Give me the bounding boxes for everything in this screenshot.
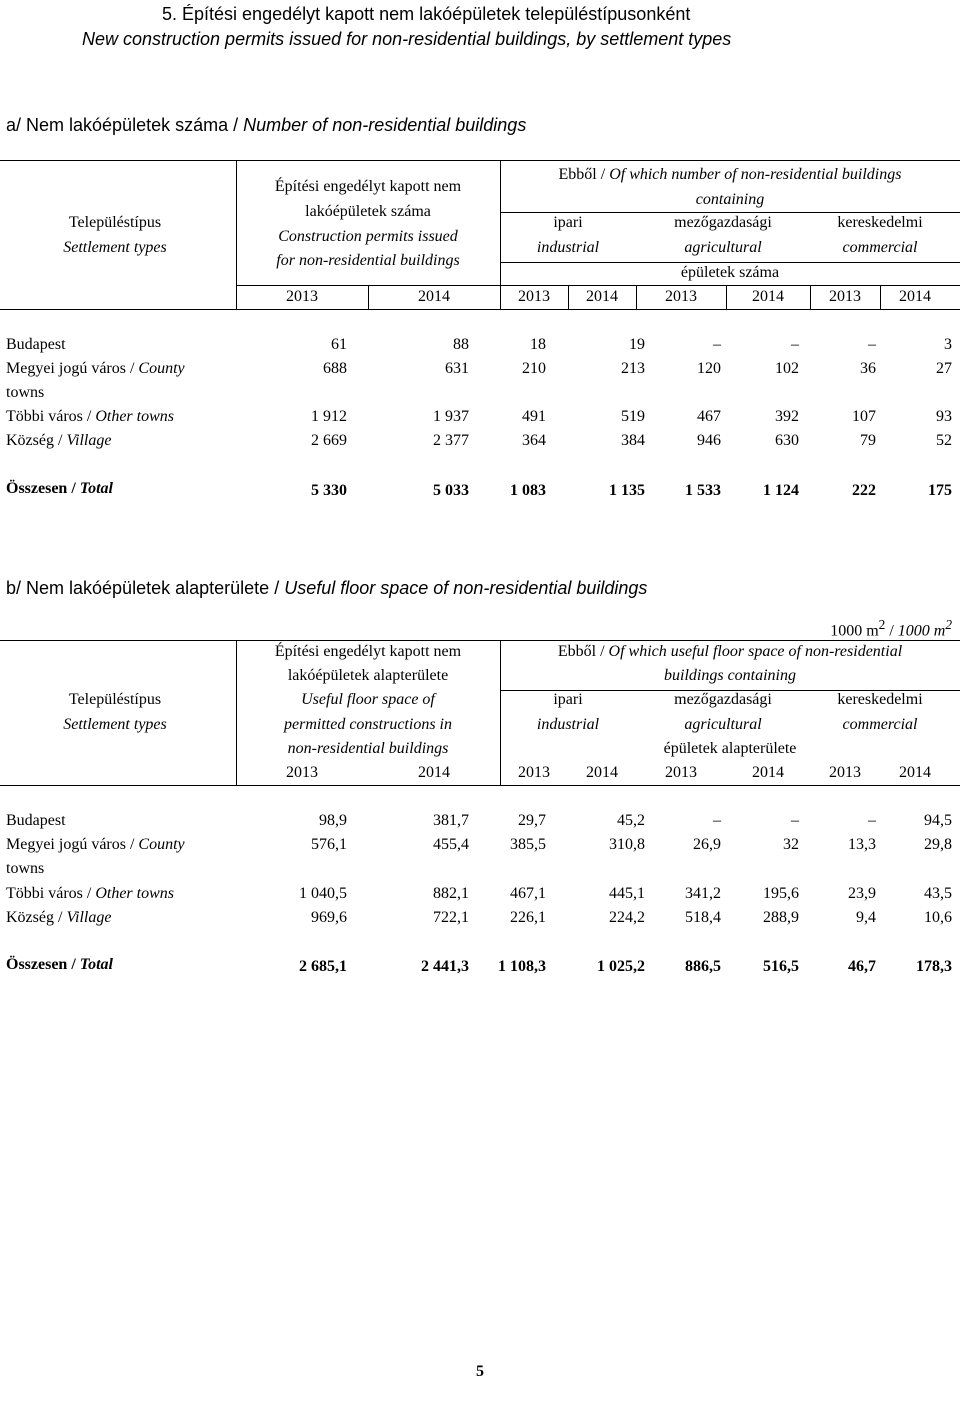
total-cell: 1 135: [609, 482, 645, 499]
permits-header-l4: for non-residential buildings: [276, 252, 460, 269]
row-label-hu: Budapest: [6, 336, 66, 353]
total-cell: 886,5: [685, 958, 721, 975]
table-cell: 288,9: [763, 909, 799, 926]
table-cell: 631: [445, 360, 469, 377]
section-a-heading-en: Number of non-residential buildings: [243, 115, 527, 135]
agricultural-header: agricultural: [684, 716, 762, 733]
table-cell: 576,1: [311, 836, 347, 853]
table-cell: 467,1: [510, 885, 546, 902]
table-cell: 2 669: [311, 432, 347, 449]
table-rule: [0, 785, 960, 786]
year-header: 2013: [286, 288, 318, 305]
table-cell: 224,2: [609, 909, 645, 926]
section-a-heading: [6, 115, 526, 136]
year-header: 2013: [518, 764, 550, 781]
table-cell: 36: [860, 360, 876, 377]
industrial-header: industrial: [536, 239, 600, 256]
year-header: 2014: [586, 764, 618, 781]
year-header: 2014: [752, 764, 784, 781]
doc-title-en: New construction permits issued for non-residential buildings, by settlement types: [82, 29, 732, 49]
settlement-header-hu: Településtípus: [68, 691, 162, 708]
year-header: 2013: [665, 288, 697, 305]
section-b-heading-sep: /: [274, 578, 280, 598]
row-label: [6, 432, 111, 450]
keres-header: kereskedelmi: [837, 214, 923, 231]
table-rule: [236, 640, 237, 785]
table-cell: 946: [697, 432, 721, 449]
total-label-hu: Összesen: [6, 480, 68, 497]
table-cell: 61: [331, 336, 347, 353]
table-cell: 19: [629, 336, 645, 353]
unit-hu-sup: 2: [878, 617, 886, 632]
table-cell: 518,4: [685, 909, 721, 926]
table-cell: 381,7: [433, 812, 469, 829]
permits-header-l1: Építési engedélyt kapott nem: [274, 178, 462, 195]
of-which-hu: Ebből: [557, 643, 597, 660]
permits-header-l2: lakóépületek alapterülete: [287, 667, 449, 684]
row-label: [6, 836, 185, 854]
year-header: 2013: [518, 288, 550, 305]
table-rule: [726, 285, 727, 309]
of-which-hu: Ebből: [558, 166, 597, 183]
total-label-sep: /: [67, 480, 80, 497]
settlement-header-en: Settlement types: [63, 716, 167, 733]
year-header: 2013: [829, 764, 861, 781]
table-cell: 13,3: [848, 836, 876, 853]
page-number: 5: [476, 1363, 484, 1380]
table-rule: [0, 309, 960, 310]
of-which-sep: /: [600, 643, 605, 660]
table-cell: 9,4: [856, 909, 876, 926]
total-cell: 1 108,3: [498, 958, 546, 975]
table-cell: 52: [936, 432, 952, 449]
mezo-header: mezőgazdasági: [674, 691, 772, 708]
table-rule: [500, 212, 960, 213]
year-header: 2014: [752, 288, 784, 305]
total-cell: 516,5: [763, 958, 799, 975]
table-rule: [236, 285, 960, 286]
industrial-header: industrial: [536, 716, 600, 733]
table-cell: 226,1: [510, 909, 546, 926]
table-cell: 455,4: [433, 836, 469, 853]
of-which-header: [500, 166, 960, 184]
of-which-header: [500, 643, 960, 661]
table-rule: [0, 160, 960, 161]
row-label-en: Village: [66, 432, 112, 449]
table-cell: 1 937: [433, 408, 469, 425]
total-cell: 1 533: [685, 482, 721, 499]
row-label-en: Village: [66, 909, 112, 926]
row-label-hu: Megyei jogú város /: [6, 836, 139, 853]
ipari-header: ipari: [553, 691, 583, 708]
total-cell: 2 441,3: [421, 958, 469, 975]
total-label-hu: Összesen: [6, 956, 68, 973]
section-a-heading-sep: /: [233, 115, 239, 135]
table-cell: 630: [775, 432, 799, 449]
total-label: [6, 956, 113, 974]
table-cell: 79: [860, 432, 876, 449]
table-cell: 519: [621, 408, 645, 425]
row-label: [6, 336, 66, 354]
total-label-en: Total: [79, 480, 113, 497]
of-which-en2: buildings containing: [664, 667, 796, 684]
unit-sep: /: [885, 622, 898, 640]
table-cell: 120: [697, 360, 721, 377]
table-rule: [810, 285, 811, 309]
section-b-heading: [6, 578, 647, 599]
table-cell: 2 377: [433, 432, 469, 449]
total-cell: 178,3: [916, 958, 952, 975]
table-cell: 1 912: [311, 408, 347, 425]
year-header: 2014: [418, 764, 450, 781]
table-cell: 45,2: [617, 812, 645, 829]
table-cell: 10,6: [924, 909, 952, 926]
row-label-hu: Község /: [6, 432, 67, 449]
table-cell: –: [713, 812, 721, 829]
table-cell: 27: [936, 360, 952, 377]
permits-header-l5: non-residential buildings: [287, 740, 449, 757]
table-rule: [368, 285, 369, 309]
row-label-en: County: [138, 836, 185, 853]
table-cell: 26,9: [693, 836, 721, 853]
row-label: [6, 812, 66, 830]
total-cell: 46,7: [848, 958, 876, 975]
table-cell: 392: [775, 408, 799, 425]
total-label-en: Total: [79, 956, 113, 973]
section-b-heading-en: Useful floor space of non-residential buildings: [284, 578, 648, 598]
of-which-sep: /: [600, 166, 606, 183]
unit-en-sup: 2: [945, 617, 952, 632]
mezo-header: mezőgazdasági: [674, 214, 772, 231]
table-cell: –: [868, 812, 876, 829]
unit-hu: 1000 m: [830, 622, 879, 640]
table-rule: [500, 640, 501, 785]
table-cell: 213: [621, 360, 645, 377]
total-cell: 5 330: [311, 482, 347, 499]
table-cell: 467: [697, 408, 721, 425]
total-cell: 2 685,1: [299, 958, 347, 975]
year-header: 2014: [418, 288, 450, 305]
year-header: 2013: [665, 764, 697, 781]
row-label-hu: Község /: [6, 909, 67, 926]
table-cell: 491: [522, 408, 546, 425]
table-rule: [880, 285, 881, 309]
row-label-en: County: [138, 360, 185, 377]
row-label: [6, 885, 174, 903]
total-cell: 175: [928, 482, 952, 499]
table-cell: 43,5: [924, 885, 952, 902]
year-header: 2014: [586, 288, 618, 305]
row-label-cont: towns: [6, 384, 45, 401]
doc-title-hu: 5. Építési engedélyt kapott nem lakóépületek településtípusonként: [162, 4, 691, 24]
permits-header-l2: lakóépületek száma: [305, 203, 431, 220]
settlement-header-en: Settlement types: [63, 239, 167, 256]
settlement-header-hu: Településtípus: [68, 214, 162, 231]
buildings-count-label: épületek száma: [680, 264, 780, 281]
year-header: 2014: [899, 764, 931, 781]
table-cell: 29,8: [924, 836, 952, 853]
table-cell: 93: [936, 408, 952, 425]
table-cell: 88: [453, 336, 469, 353]
row-label: [6, 408, 174, 426]
total-label-sep: /: [67, 956, 80, 973]
table-cell: 969,6: [311, 909, 347, 926]
table-cell: 29,7: [518, 812, 546, 829]
of-which-en2: containing: [695, 191, 765, 208]
table-rule: [568, 285, 569, 309]
row-label-cont: towns: [6, 860, 45, 877]
unit-label: [700, 617, 952, 640]
table-cell: –: [791, 812, 799, 829]
keres-header: kereskedelmi: [837, 691, 923, 708]
table-cell: 18: [530, 336, 546, 353]
total-cell: 1 124: [763, 482, 799, 499]
of-which-en: Of which number of non-residential buildings: [609, 166, 902, 183]
table-cell: 384: [621, 432, 645, 449]
table-cell: 722,1: [433, 909, 469, 926]
table-cell: 32: [783, 836, 799, 853]
table-cell: 195,6: [763, 885, 799, 902]
table-cell: –: [791, 336, 799, 353]
table-cell: 688: [323, 360, 347, 377]
row-label: [6, 909, 111, 927]
year-header: 2013: [286, 764, 318, 781]
table-rule: [636, 285, 637, 309]
row-label-hu: Budapest: [6, 812, 66, 829]
total-cell: 1 083: [510, 482, 546, 499]
table-rule: [500, 262, 960, 263]
row-label: [6, 360, 185, 378]
table-cell: 364: [522, 432, 546, 449]
agricultural-header: agricultural: [684, 239, 762, 256]
table-cell: 94,5: [924, 812, 952, 829]
table-cell: 341,2: [685, 885, 721, 902]
floor-space-label: épületek alapterülete: [663, 740, 797, 757]
total-cell: 1 025,2: [597, 958, 645, 975]
commercial-header: commercial: [842, 239, 918, 256]
section-a-heading-hu: a/ Nem lakóépületek száma: [6, 115, 229, 135]
commercial-header: commercial: [842, 716, 918, 733]
year-header: 2014: [899, 288, 931, 305]
year-header: 2013: [829, 288, 861, 305]
table-cell: 98,9: [319, 812, 347, 829]
of-which-en: Of which useful floor space of non-residential: [608, 643, 903, 660]
permits-header-l4: permitted constructions in: [284, 716, 452, 733]
table-cell: 310,8: [609, 836, 645, 853]
permits-header-l1: Építési engedélyt kapott nem: [274, 643, 462, 660]
ipari-header: ipari: [553, 214, 583, 231]
unit-en: 1000 m: [897, 622, 946, 640]
total-cell: 222: [852, 482, 876, 499]
permits-header-l3: Useful floor space of: [301, 691, 435, 708]
row-label-hu: Megyei jogú város /: [6, 360, 139, 377]
table-cell: 445,1: [609, 885, 645, 902]
row-label-en: Other towns: [95, 408, 174, 425]
table-cell: 102: [775, 360, 799, 377]
table-cell: 385,5: [510, 836, 546, 853]
row-label-en: Other towns: [95, 885, 174, 902]
table-rule: [0, 640, 960, 641]
total-cell: 5 033: [433, 482, 469, 499]
row-label-hu: Többi város /: [6, 408, 96, 425]
table-cell: 1 040,5: [299, 885, 347, 902]
table-cell: 882,1: [433, 885, 469, 902]
table-cell: 210: [522, 360, 546, 377]
table-cell: 107: [852, 408, 876, 425]
table-cell: 23,9: [848, 885, 876, 902]
total-label: [6, 480, 113, 498]
table-cell: 3: [944, 336, 952, 353]
permits-header-l3: Construction permits issued: [278, 228, 458, 245]
row-label-hu: Többi város /: [6, 885, 96, 902]
section-b-heading-hu: b/ Nem lakóépületek alapterülete: [6, 578, 270, 598]
table-cell: –: [868, 336, 876, 353]
table-cell: –: [713, 336, 721, 353]
